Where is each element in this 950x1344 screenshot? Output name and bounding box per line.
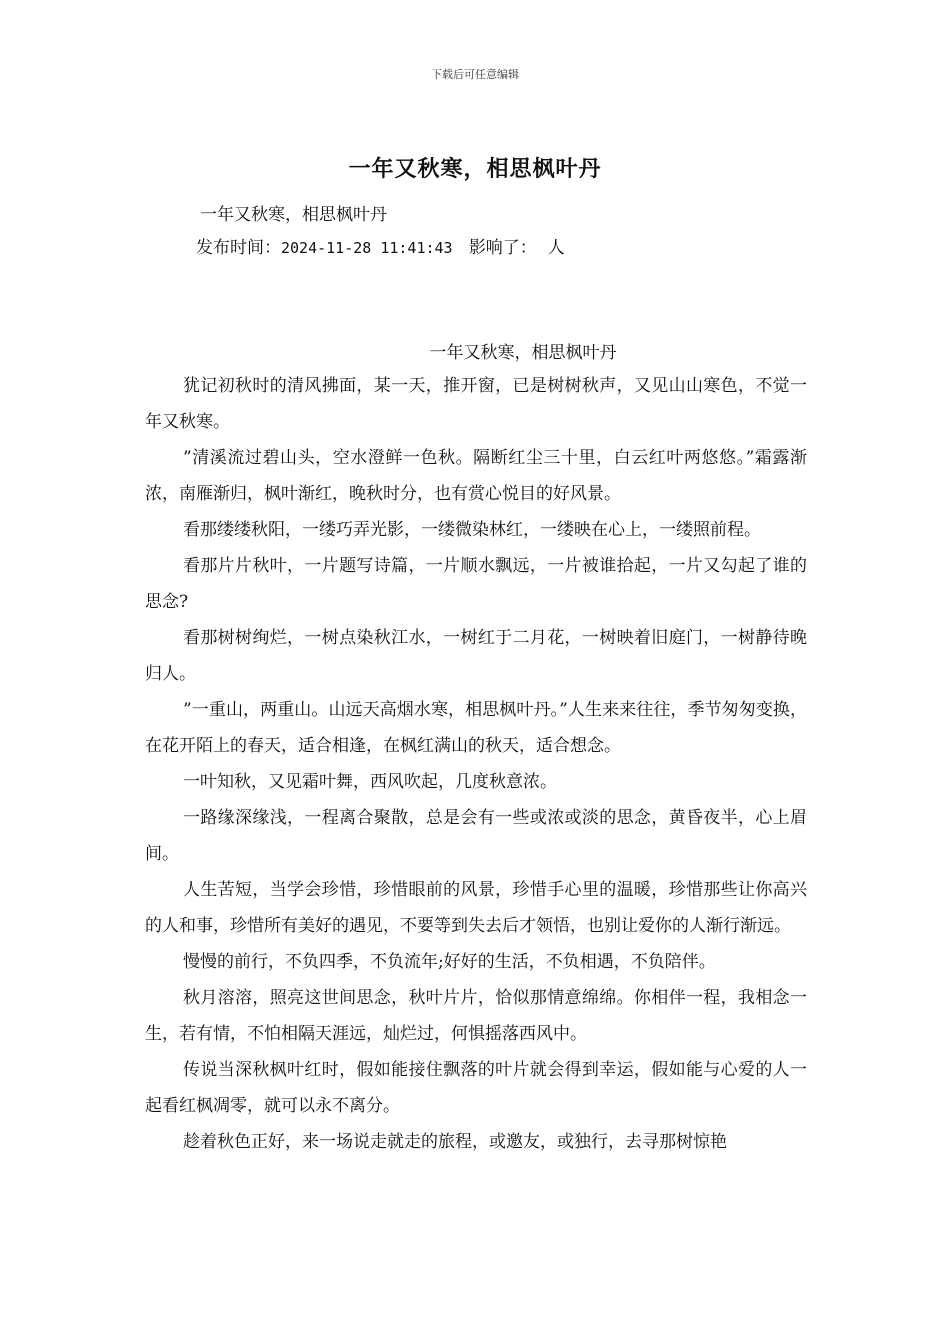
document-subtitle: 一年又秋寒，相思枫叶丹	[200, 205, 387, 225]
publish-meta	[196, 233, 565, 258]
body-title: 一年又秋寒，相思枫叶丹	[429, 343, 617, 363]
paragraph: 传说当深秋枫叶红时，假如能接住飘落的叶片就会得到幸运，假如能与心爱的人一起看红枫凋零，就可以永不离分。	[145, 1060, 807, 1116]
article-body	[145, 368, 807, 1160]
paragraph: 一路缘深缘浅，一程离合聚散，总是会有一些或浓或淡的思念，黄昏夜半，心上眉间。	[145, 808, 807, 864]
influence-unit: 人	[547, 238, 565, 258]
publish-label: 发布时间：	[196, 238, 281, 258]
paragraph: 看那缕缕秋阳，一缕巧弄光影，一缕微染林红，一缕映在心上，一缕照前程。	[183, 520, 761, 540]
document-title: 一年又秋寒，相思枫叶丹	[348, 156, 602, 182]
paragraph: 看那片片秋叶，一片题写诗篇，一片顺水飘远，一片被谁拾起，一片又勾起了谁的思念?	[145, 556, 807, 612]
paragraph: ”一重山，两重山。山远天高烟水寒，相思枫叶丹。”人生来来往往，季节匆匆变换，在花开陌上的春天，适合相逢，在枫红满山的秋天，适合想念。	[145, 700, 807, 756]
paragraph: 趁着秋色正好，来一场说走就走的旅程，或邀友，或独行，去寻那树惊艳	[183, 1132, 727, 1152]
publish-time: 2024-11-28 11:41:43	[281, 239, 453, 257]
paragraph: 慢慢的前行，不负四季，不负流年;好好的生活，不负相遇，不负陪伴。	[183, 952, 716, 972]
paragraph: 看那树树绚烂，一树点染秋江水，一树红于二月花，一树映着旧庭门，一树静待晚归人。	[145, 628, 807, 684]
header-note: 下载后可任意编辑	[431, 68, 519, 81]
paragraph: 犹记初秋时的清风拂面，某一天，推开窗，已是树树秋声，又见山山寒色，不觉一年又秋寒。	[145, 376, 807, 432]
paragraph: ”清溪流过碧山头，空水澄鲜一色秋。隔断红尘三十里，白云红叶两悠悠。”霜露渐浓，南雁渐归，枫叶渐红，晚秋时分，也有赏心悦目的好风景。	[145, 448, 807, 504]
paragraph: 秋月溶溶，照亮这世间思念，秋叶片片，恰似那情意绵绵。你相伴一程，我相念一生，若有情，不怕相隔天涯远，灿烂过，何惧摇落西风中。	[145, 988, 807, 1044]
paragraph: 一叶知秋，又见霜叶舞，西风吹起，几度秋意浓。	[183, 772, 557, 792]
paragraph: 人生苦短，当学会珍惜，珍惜眼前的风景，珍惜手心里的温暖，珍惜那些让你高兴的人和事，珍惜所有美好的遇见，不要等到失去后才领悟，也别让爱你的人渐行渐远。	[145, 880, 807, 936]
influence-label: 影响了：	[468, 238, 537, 258]
